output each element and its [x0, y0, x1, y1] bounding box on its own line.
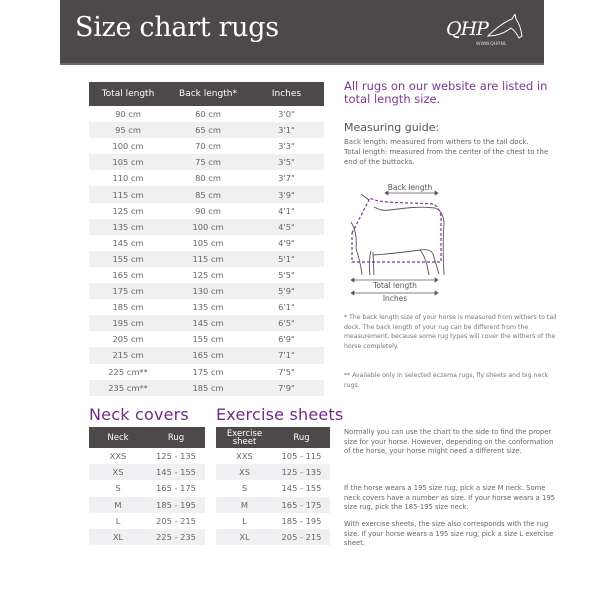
back-length-cell: 175 cm — [192, 366, 224, 377]
total-length-cell: 215 cm — [89, 347, 167, 363]
total-length-cell: 225 cm** — [108, 366, 148, 377]
rug-range-cell: 165 - 175 — [156, 483, 196, 494]
table-row — [89, 299, 324, 315]
neck-covers-title: Neck covers — [89, 405, 189, 424]
table-row — [89, 170, 324, 186]
col-header-rug: Rug — [273, 427, 330, 448]
col-header-exercise-sheet: Exercise sheet — [216, 427, 273, 448]
table-row — [89, 380, 324, 396]
qhp-logo — [446, 14, 524, 54]
back-length-label: Back length — [387, 183, 433, 192]
table-row — [89, 480, 205, 496]
table-row — [89, 364, 324, 380]
back-length-cell: 85 cm — [167, 186, 249, 202]
table-header-row — [89, 82, 324, 106]
total-length-label: Total length — [373, 281, 417, 290]
back-length-cell: 165 cm — [167, 347, 249, 363]
back-length-cell: 90 cm — [195, 205, 221, 216]
total-length-definition: Total length: measured from the center of the chest to the end of the buttocks. — [344, 148, 549, 166]
back-length-cell: 135 cm — [192, 302, 224, 313]
rug-range-cell: 165 - 175 — [273, 497, 330, 513]
table-row — [89, 448, 205, 464]
back-length-cell: 100 cm — [167, 219, 249, 235]
inches-cell: 6'5" — [249, 315, 324, 331]
inches-cell: 4'5" — [249, 219, 324, 235]
table-row — [89, 513, 205, 529]
neck-size-cell: S — [115, 483, 121, 494]
table-row — [89, 106, 324, 122]
inches-cell: 3'9" — [249, 186, 324, 202]
inches-cell: 3'0" — [278, 109, 295, 120]
table-row — [216, 497, 330, 513]
page-title: Size chart rugs — [75, 12, 279, 43]
back-length-cell: 145 cm — [167, 315, 249, 331]
table-row — [89, 186, 324, 202]
exercise-sheets-table — [216, 427, 330, 545]
total-length-cell: 105 cm — [89, 154, 167, 170]
rug-size-table — [89, 82, 324, 396]
rug-range-cell: 205 - 215 — [273, 529, 330, 545]
rug-range-cell: 185 - 195 — [147, 497, 205, 513]
exercise-sheets-title: Exercise sheets — [216, 405, 344, 424]
col-header-inches: Inches — [249, 82, 324, 106]
rug-range-cell: 125 - 135 — [156, 451, 196, 462]
back-length-cell: 70 cm — [195, 141, 221, 152]
total-length-cell: 185 cm — [112, 302, 144, 313]
total-length-cell: 235 cm** — [89, 380, 167, 396]
inches-cell: 3'3" — [278, 141, 295, 152]
back-length-cell: 65 cm — [167, 122, 249, 138]
table-row — [89, 154, 324, 170]
neck-size-cell: XS — [89, 464, 147, 480]
total-length-cell: 100 cm — [112, 141, 144, 152]
rug-range-cell: 205 - 215 — [156, 515, 196, 526]
total-length-cell: 175 cm — [89, 283, 167, 299]
back-length-cell: 185 cm — [167, 380, 249, 396]
neck-covers-table — [89, 427, 205, 545]
logo-text: QHP — [446, 18, 488, 40]
table-row — [89, 235, 324, 251]
table-row — [89, 203, 324, 219]
table-row — [89, 219, 324, 235]
total-length-cell: 125 cm — [112, 205, 144, 216]
rug-range-cell: 225 - 235 — [147, 529, 205, 545]
inches-cell: 5'9" — [249, 283, 324, 299]
inches-cell: 5'1" — [249, 251, 324, 267]
sheet-size-cell: M — [216, 497, 273, 513]
neck-size-cell: L — [115, 515, 121, 526]
total-length-cell: 195 cm — [89, 315, 167, 331]
back-length-definition: Back length: measured from withers to the tail dock. — [344, 138, 529, 146]
inches-label: Inches — [382, 294, 408, 303]
header-banner — [60, 0, 544, 65]
table-row — [216, 513, 330, 529]
table-row — [216, 529, 330, 545]
total-length-cell: 165 cm — [112, 269, 144, 280]
rug-range-cell: 145 - 155 — [281, 483, 322, 494]
availability-footnote: ** Available only in selected eczema rugs, fly sheets and big neck rugs. — [344, 372, 549, 389]
table-row — [89, 122, 324, 138]
total-length-cell: 155 cm — [89, 251, 167, 267]
neck-size-cell: M — [89, 497, 147, 513]
rug-range-cell: 125 - 135 — [273, 464, 330, 480]
exercise-sheet-paragraph: With exercise sheets, the size also corresponds with the rug size. If your horse wears a 195 size rug, pick a size L exercise sheet. — [344, 520, 554, 547]
col-header-total-length: Total length — [89, 82, 167, 106]
inches-cell: 3'5" — [249, 154, 324, 170]
inches-cell: 6'9" — [278, 334, 295, 345]
back-length-footnote: * The back length size of your horse is measured from withers to tail dock. The back length of your rug can be different from the measurement, because some rug types will cover the withers of the horse completely. — [344, 314, 557, 350]
table-row — [216, 480, 330, 496]
back-length-cell: 105 cm — [192, 237, 224, 248]
inches-cell: 7'1" — [249, 347, 324, 363]
rug-range-cell: 145 - 155 — [147, 464, 205, 480]
inches-cell: 7'9" — [249, 380, 324, 396]
neck-cover-paragraph: If the horse wears a 195 size rug, pick a size M neck. Some neck covers have a number as size. If your horse wears a 195 size rug, pick the 185-195 size neck. — [344, 484, 555, 511]
sheet-size-cell: XL — [216, 529, 273, 545]
total-length-cell: 145 cm — [112, 237, 144, 248]
neck-size-cell: XL — [89, 529, 147, 545]
inches-cell: 3'7" — [278, 173, 295, 184]
usage-paragraph: Normally you can use the chart to the side to find the proper size for your horse. However, depending on the conformation of the horse, your horse might need a different size. — [344, 428, 554, 455]
table-row — [89, 251, 324, 267]
table-row — [216, 464, 330, 480]
table-row — [89, 267, 324, 283]
inches-cell: 7'5" — [278, 366, 295, 377]
table-header-row — [89, 427, 205, 448]
back-length-cell: 75 cm — [167, 154, 249, 170]
total-length-cell: 90 cm — [115, 109, 141, 120]
back-length-cell: 115 cm — [167, 251, 249, 267]
sheet-size-cell: XS — [216, 464, 273, 480]
back-length-cell: 60 cm — [195, 109, 221, 120]
total-length-cell: 115 cm — [89, 186, 167, 202]
total-length-cell: 95 cm — [89, 122, 167, 138]
neck-size-cell: XXS — [109, 451, 127, 462]
table-row — [89, 283, 324, 299]
rug-range-cell: 185 - 195 — [281, 515, 322, 526]
total-length-cell: 135 cm — [89, 219, 167, 235]
sheet-size-cell: L — [242, 515, 247, 526]
inches-cell: 4'9" — [278, 237, 295, 248]
sheet-size-cell: S — [241, 483, 248, 494]
back-length-cell: 80 cm — [195, 173, 221, 184]
table-row — [89, 138, 324, 154]
back-length-cell: 130 cm — [167, 283, 249, 299]
table-row — [89, 464, 205, 480]
measuring-guide-text — [344, 137, 559, 167]
back-length-cell: 125 cm — [192, 269, 224, 280]
total-length-cell: 110 cm — [112, 173, 144, 184]
rug-range-cell: 105 - 115 — [281, 451, 322, 462]
col-header-back-length: Back length* — [167, 82, 249, 106]
total-length-notice: All rugs on our website are listed in total length size. — [344, 79, 548, 106]
inches-cell: 3'1" — [249, 122, 324, 138]
col-header-rug: Rug — [147, 427, 205, 448]
back-length-cell: 155 cm — [192, 334, 224, 345]
total-length-cell: 205 cm — [112, 334, 144, 345]
logo-url: WWW.QHP.NL — [476, 42, 507, 47]
horse-measurement-diagram — [345, 178, 465, 303]
col-header-neck: Neck — [89, 427, 147, 448]
sheet-size-cell: XXS — [236, 451, 253, 462]
table-header-row — [216, 427, 330, 448]
table-row — [89, 315, 324, 331]
table-row — [89, 529, 205, 545]
table-row — [89, 497, 205, 513]
table-row — [216, 448, 330, 464]
table-row — [89, 331, 324, 347]
measuring-guide-title: Measuring guide: — [344, 121, 440, 134]
inches-cell: 6'1" — [278, 302, 295, 313]
table-row — [89, 347, 324, 363]
inches-cell: 5'5" — [278, 269, 295, 280]
inches-cell: 4'1" — [278, 205, 295, 216]
